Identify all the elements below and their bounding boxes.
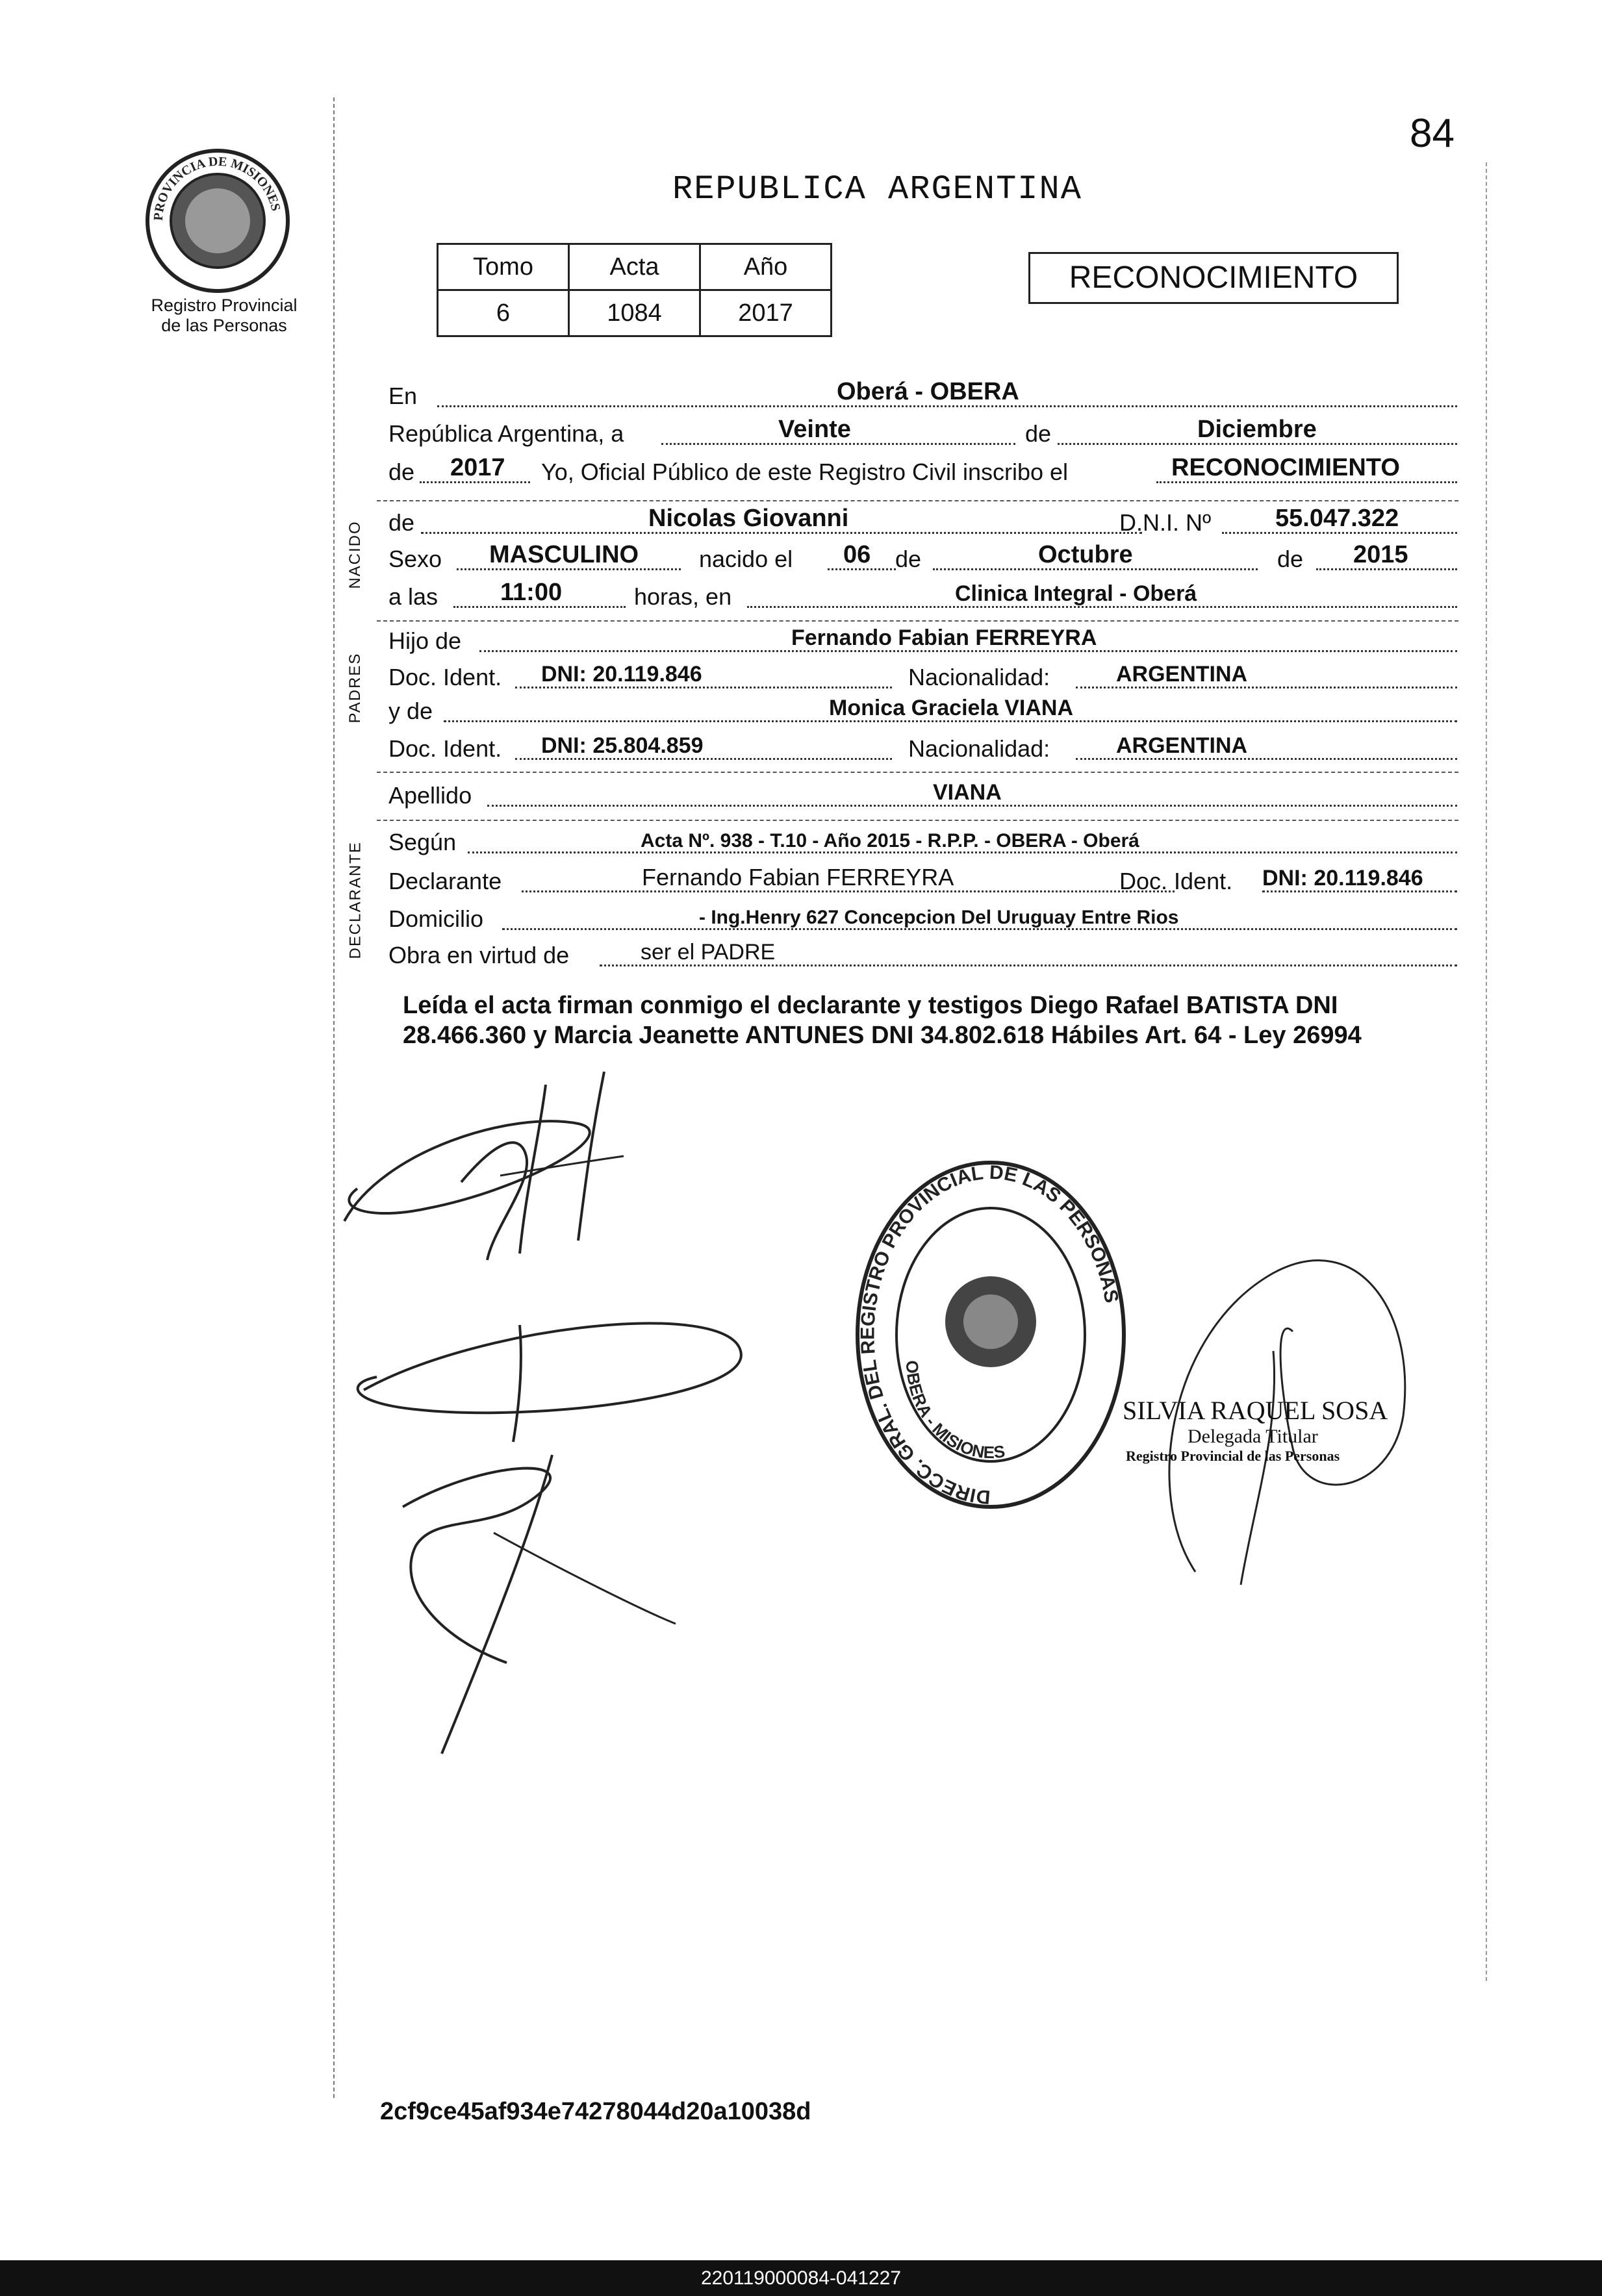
birth-day-value: 06 <box>843 541 871 568</box>
mother-doc-value: DNI: 25.804.859 <box>541 733 704 758</box>
official-stamp-inner-text: OBERA - MISIONES <box>902 1359 1006 1463</box>
row-domicilio <box>388 903 1457 937</box>
row-mother-doc <box>388 733 1457 766</box>
padres-section-label: PADRES <box>346 652 364 724</box>
obra-label: Obra en virtud de <box>388 942 570 968</box>
father-name-value: Fernando Fabian FERREYRA <box>791 625 1097 650</box>
mother-doc-label: Doc. Ident. <box>388 735 502 762</box>
y-de-label: y de <box>388 698 433 724</box>
declarante-section-label: DECLARANTE <box>346 841 364 959</box>
act-type-value: RECONOCIMIENTO <box>1171 454 1400 481</box>
document-type-box: RECONOCIMIENTO <box>1028 252 1399 304</box>
seal-caption <box>130 296 318 336</box>
domicilio-value: - Ing.Henry 627 Concepcion Del Uruguay Entre Rios <box>699 907 1179 928</box>
hijo-de-label: Hijo de <box>388 627 462 654</box>
row-father-doc <box>388 661 1457 695</box>
signer-office: Registro Provincial de las Personas <box>1126 1448 1340 1464</box>
separator <box>377 500 1458 501</box>
birth-place-value: Clinica Integral - Oberá <box>955 581 1197 606</box>
official-stamp-icon <box>848 1159 1134 1523</box>
birth-time-value: 11:00 <box>500 579 563 606</box>
declarante-name-value: Fernando Fabian FERREYRA <box>642 864 954 890</box>
sexo-value: MASCULINO <box>489 541 639 568</box>
mother-name-value: Monica Graciela VIANA <box>829 696 1074 720</box>
year-value: 2017 <box>450 454 505 481</box>
nacido-de-label-2: de <box>895 546 922 572</box>
provincial-seal-text: PROVINCIA DE MISIONES <box>151 154 283 221</box>
inscribo-text: Yo, Oficial Público de este Registro Civil inscribo el <box>541 459 1069 485</box>
nacido-de-label: de <box>388 509 415 536</box>
dni-value: 55.047.322 <box>1275 505 1399 532</box>
signer-name: SILVIA RAQUEL SOSA <box>1123 1396 1388 1425</box>
de-label: de <box>1025 420 1052 447</box>
month-value: Diciembre <box>1197 416 1317 443</box>
witness-signature-icon <box>338 1299 793 1767</box>
right-margin-line <box>1486 162 1487 1981</box>
table-cell-acta: 1084 <box>569 290 700 336</box>
row-segun <box>388 826 1457 860</box>
acta-table <box>437 243 832 337</box>
nacido-section-label: NACIDO <box>346 520 364 589</box>
father-doc-label: Doc. Ident. <box>388 664 502 690</box>
segun-label: Según <box>388 829 457 855</box>
seal-caption-line1: Registro Provincial <box>151 296 298 315</box>
declarant-signature-icon <box>331 1059 734 1273</box>
separator <box>377 620 1458 622</box>
row-place <box>388 380 1457 414</box>
mother-nationality-value: ARGENTINA <box>1116 733 1248 758</box>
separator <box>377 820 1458 821</box>
table-cell-tomo: 6 <box>438 290 569 336</box>
row-nacido-time <box>388 581 1457 614</box>
signer-block <box>1123 1395 1388 1465</box>
separator <box>377 772 1458 773</box>
birth-year-value: 2015 <box>1353 541 1408 568</box>
father-doc-value: DNI: 20.119.846 <box>541 662 702 687</box>
table-cell-anio: 2017 <box>700 290 832 336</box>
declarante-doc-label: Doc. Ident. <box>1119 868 1233 894</box>
row-mother <box>388 695 1457 729</box>
closing-text: Leída el acta firman conmigo el declarante y testigos Diego Rafael BATISTA DNI 28.466.360 y Marcia Jeanette ANTUNES DNI 34.802.618 Hábiles Art. 64 - Ley 26994 <box>403 992 1362 1049</box>
nacido-name-value: Nicolas Giovanni <box>648 505 849 532</box>
official-stamp-ring-text: DIRECC. GRAL. DEL REGISTRO PROVINCIAL DE LAS PERSONAS <box>857 1161 1123 1508</box>
father-nationality-value: ARGENTINA <box>1116 662 1248 687</box>
day-value: Veinte <box>778 416 851 443</box>
obra-value: ser el PADRE <box>641 940 776 965</box>
domicilio-label: Domicilio <box>388 905 484 932</box>
de-label-2: de <box>388 459 415 485</box>
row-declarante <box>388 865 1457 899</box>
row-father <box>388 625 1457 659</box>
table-header-acta: Acta <box>569 244 700 290</box>
nacido-el-label: nacido el <box>699 546 793 572</box>
page-title: REPUBLICA ARGENTINA <box>672 170 1082 208</box>
dni-label: D.N.I. Nº <box>1119 509 1212 536</box>
row-nacido-sex <box>388 543 1457 577</box>
row-date <box>388 418 1457 451</box>
table-header-tomo: Tomo <box>438 244 569 290</box>
place-value: Oberá - OBERA <box>837 378 1019 405</box>
row-apellido <box>388 779 1457 813</box>
hash-code: 2cf9ce45af934e74278044d20a10038d <box>380 2098 811 2125</box>
sexo-label: Sexo <box>388 546 442 572</box>
nacido-de-label-3: de <box>1277 546 1304 572</box>
apellido-value: VIANA <box>933 780 1002 805</box>
table-header-anio: Año <box>700 244 832 290</box>
father-nationality-label: Nacionalidad: <box>908 664 1050 690</box>
provincial-seal-icon <box>143 146 292 296</box>
page-number: 84 <box>1410 111 1455 156</box>
segun-value: Acta Nº. 938 - T.10 - Año 2015 - R.P.P. - OBERA - Oberá <box>641 830 1139 852</box>
seal-caption-line2: de las Personas <box>161 316 287 335</box>
row-nacido-name <box>388 507 1457 540</box>
row-inscribo <box>388 456 1457 490</box>
en-label: En <box>388 383 418 409</box>
republica-label: República Argentina, a <box>388 420 624 447</box>
mother-nationality-label: Nacionalidad: <box>908 735 1050 762</box>
signer-title: Delegada Titular <box>1188 1426 1318 1447</box>
apellido-label: Apellido <box>388 782 472 809</box>
footer-id: 220119000084-041227 <box>700 2267 902 2289</box>
birth-month-value: Octubre <box>1038 541 1133 568</box>
declarante-label: Declarante <box>388 868 502 894</box>
horas-label: horas, en <box>634 583 732 610</box>
row-obra <box>388 939 1457 973</box>
declarante-doc-value: DNI: 20.119.846 <box>1262 866 1423 890</box>
a-las-label: a las <box>388 583 439 610</box>
